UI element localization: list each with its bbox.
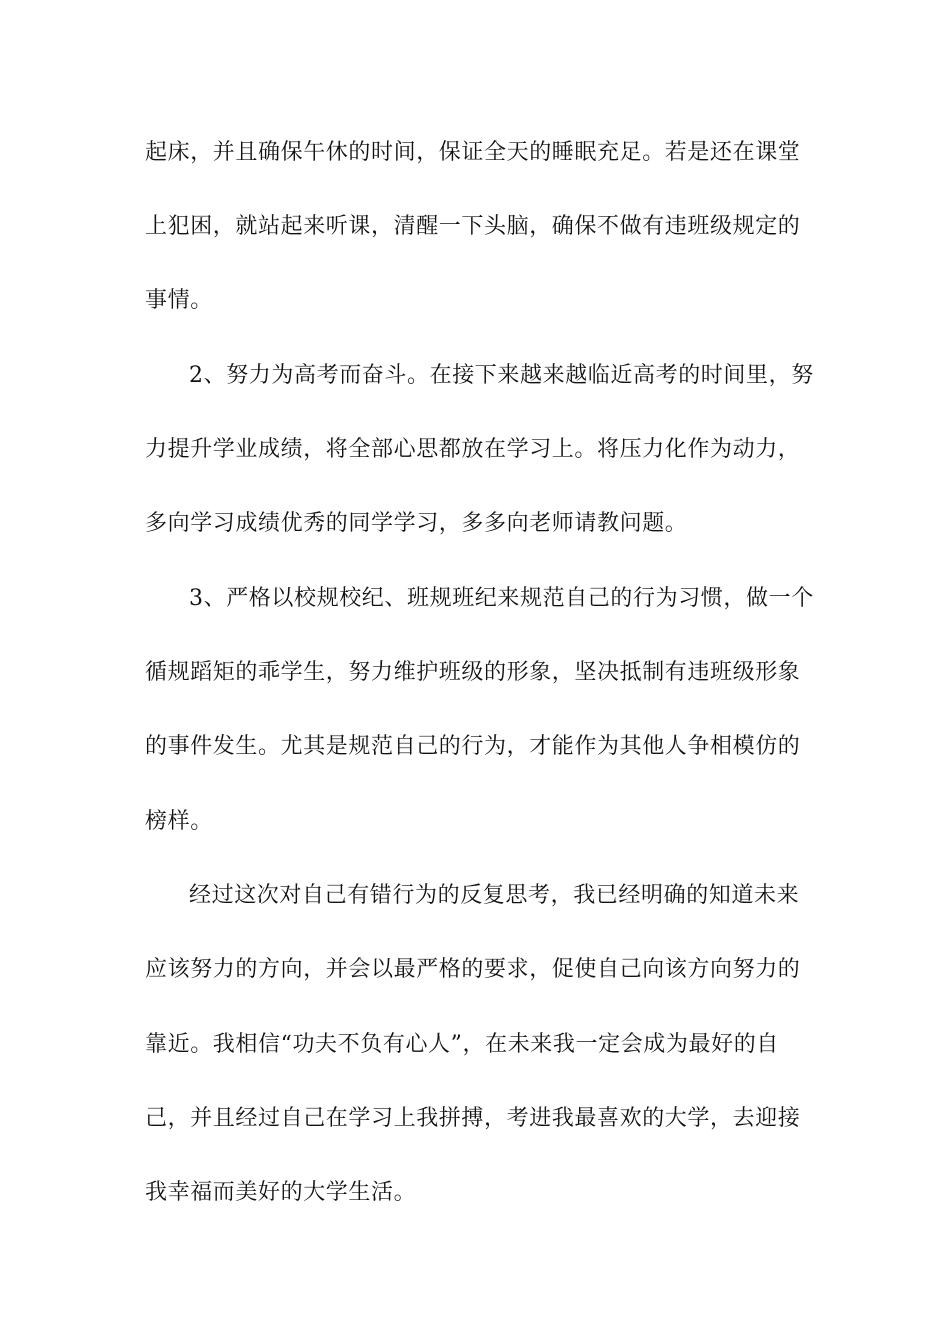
text-line: 榜样。 [145,809,213,834]
text-line: 经过这次对自己有错行为的反复思考，我已经明确的知道未来 [189,883,800,908]
text-line: 我幸福而美好的大学生活。 [145,1180,417,1205]
text-line: 己，并且经过自己在学习上我拼搏，考进我最喜欢的大学，去迎接 [145,1106,801,1131]
text-line: 的事件发生。尤其是规范自己的行为，才能作为其他人争相模仿的 [145,734,801,759]
text-line: 3、严格以校规校纪、班规班纪来规范自己的行为习惯，做一个 [189,586,814,611]
text-line: 应该努力的方向，并会以最严格的要求，促使自己向该方向努力的 [145,957,801,982]
text-line: 起床，并且确保午休的时间，保证全天的睡眠充足。若是还在课堂 [145,140,801,165]
text-line: 靠近。我相信“功夫不负有心人”，在未来我一定会成为最好的自 [145,1032,779,1057]
text-line: 循规蹈矩的乖学生，努力维护班级的形象，坚决抵制有违班级形象 [145,660,801,685]
text-line: 2、努力为高考而奋斗。在接下来越来越临近高考的时间里，努 [189,363,814,388]
text-line: 事情。 [145,288,213,313]
text-line: 上犯困，就站起来听课，清醒一下头脑，确保不做有违班级规定的 [145,214,801,239]
text-line: 力提升学业成绩，将全部心思都放在学习上。将压力化作为动力， [145,437,801,462]
text-line: 多向学习成绩优秀的同学学习，多多向老师请教问题。 [145,511,688,536]
